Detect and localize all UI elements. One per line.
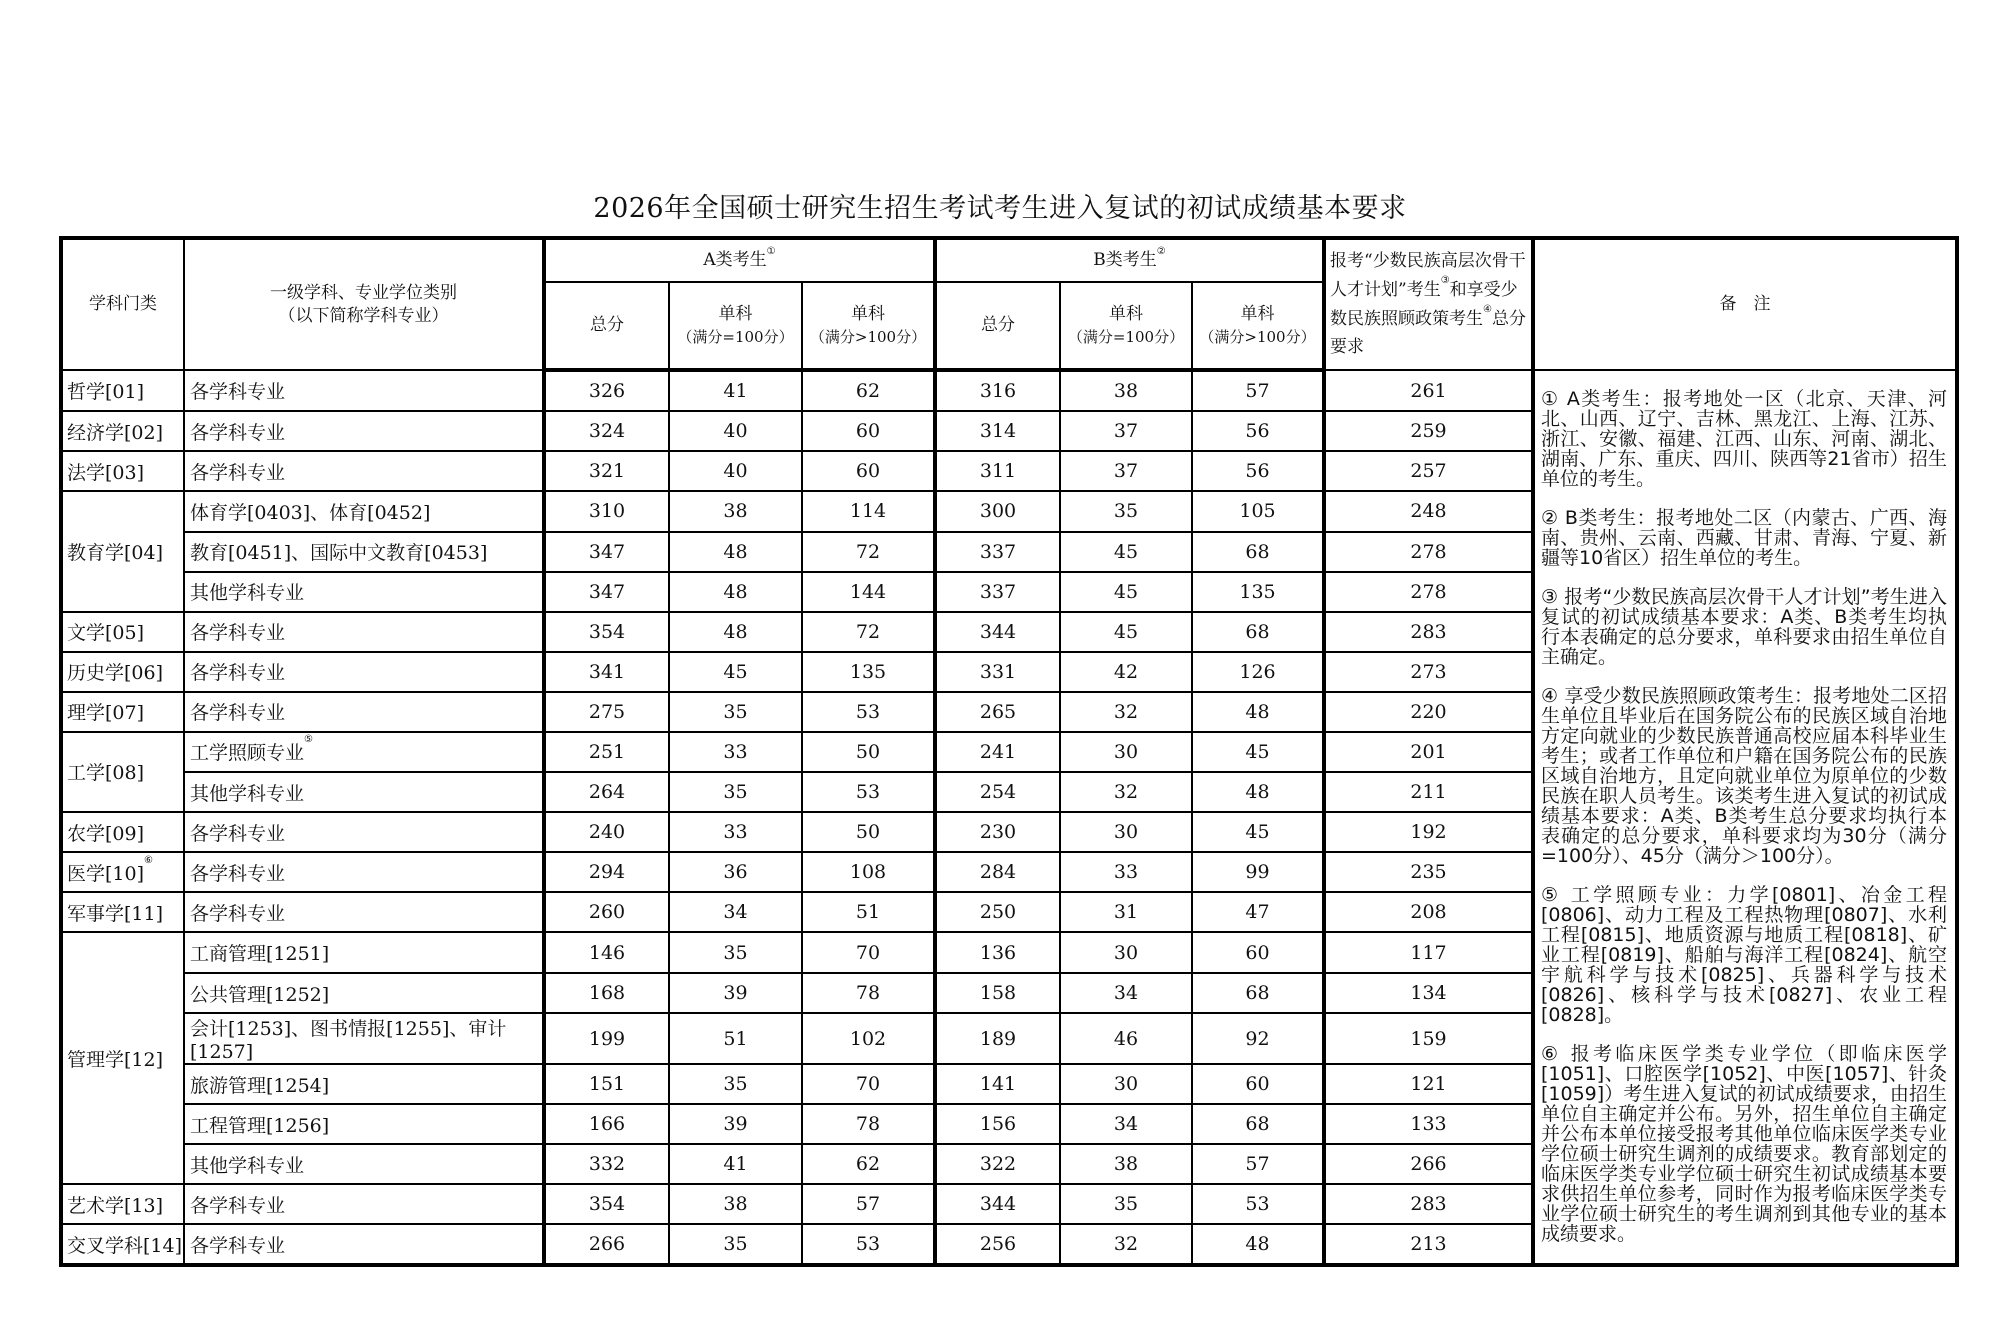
score-special-total: 257 [1324,451,1533,491]
category-cell [61,491,184,612]
category-cell [61,411,184,451]
score-b-total: 344 [935,612,1060,652]
major-name: 各学科专业 [190,1194,286,1217]
score-b-single-gt100: 92 [1192,1013,1324,1064]
score-b-total: 256 [935,1224,1060,1265]
score-b-single-gt100: 53 [1192,1184,1324,1224]
score-b-single-gt100: 105 [1192,491,1324,532]
score-special-total: 213 [1324,1224,1533,1265]
category-name: 经济学[02] [67,421,164,444]
score-a-total: 310 [544,491,669,532]
score-b-single-gt100: 48 [1192,1224,1324,1265]
score-special-total: 220 [1324,692,1533,732]
score-b-single-gt100: 56 [1192,451,1324,491]
score-a-total: 251 [544,732,669,773]
category-cell [61,451,184,491]
score-b-single-le100: 42 [1060,652,1192,692]
major-cell [184,1104,544,1144]
score-b-single-gt100: 48 [1192,772,1324,812]
special-footnote-3: ③ [1440,274,1450,286]
category-footnote: ⑥ [144,854,153,866]
score-b-total: 141 [935,1064,1060,1104]
score-b-single-gt100: 47 [1192,892,1324,932]
score-a-single-gt100: 135 [802,652,935,692]
score-b-single-le100: 37 [1060,411,1192,451]
score-special-total: 117 [1324,932,1533,973]
score-b-single-le100: 45 [1060,572,1192,612]
special-line2: 和享受少数民族照顾政策考生 [1330,279,1518,329]
major-cell [184,892,544,932]
score-a-single-le100: 51 [669,1013,802,1064]
major-cell [184,491,544,532]
score-special-total: 266 [1324,1144,1533,1184]
score-special-total: 208 [1324,892,1533,932]
major-name: 各学科专业 [190,662,286,685]
score-b-single-le100: 32 [1060,692,1192,732]
header-a-total: 总分 [544,282,669,370]
single-label: 单科 [1240,303,1275,324]
score-b-total: 250 [935,892,1060,932]
score-a-single-le100: 35 [669,932,802,973]
header-a-single-le100 [669,282,802,370]
score-a-single-gt100: 51 [802,892,935,932]
score-b-single-gt100: 60 [1192,932,1324,973]
score-special-total: 261 [1324,370,1533,411]
score-a-single-gt100: 72 [802,612,935,652]
major-cell [184,612,544,652]
major-cell [184,1013,544,1064]
major-cell [184,1064,544,1104]
category-name: 历史学[06] [67,662,164,685]
category-cell [61,692,184,732]
score-a-single-le100: 38 [669,1184,802,1224]
score-b-total: 311 [935,451,1060,491]
major-name: 工学照顾专业 [190,742,305,765]
major-cell [184,370,544,411]
score-special-total: 283 [1324,1184,1533,1224]
score-a-single-gt100: 60 [802,451,935,491]
major-cell [184,772,544,812]
major-name: 各学科专业 [190,902,286,925]
score-b-single-gt100: 56 [1192,411,1324,451]
score-b-total: 337 [935,572,1060,612]
score-a-total: 240 [544,812,669,852]
score-a-total: 354 [544,1184,669,1224]
score-a-single-gt100: 50 [802,812,935,852]
score-b-total: 158 [935,973,1060,1013]
score-b-total: 331 [935,652,1060,692]
score-a-total: 354 [544,612,669,652]
category-cell [61,1224,184,1265]
category-cell [61,812,184,852]
header-special [1324,238,1533,370]
footnote-4: ④ 享受少数民族照顾政策考生：报考地处二区招生单位且毕业后在国务院公布的民族区域自治地方定向就业的少数民族普通高校应届本科毕业生考生；或者工作单位和户籍在国务院公布的民族区域自治地方，且定向就业单位为原单位的少数民族在职人员考生。该类考生进入复试的初试成绩基本要求：A类、B类考生总分要求均执行本表确定的总分要求，单科要求均为30分（满分=100分）、45分（满分＞100分）。 [1541,685,1947,867]
score-a-single-le100: 40 [669,411,802,451]
major-name: 其他学科专业 [190,782,305,805]
score-b-total: 337 [935,532,1060,572]
single-label: 单科 [718,303,753,324]
header-notes: 备 注 [1533,238,1957,370]
score-b-single-le100: 32 [1060,772,1192,812]
score-special-total: 192 [1324,812,1533,852]
category-cell [61,852,184,892]
score-b-single-gt100: 68 [1192,612,1324,652]
score-b-single-le100: 32 [1060,1224,1192,1265]
score-a-total: 321 [544,451,669,491]
category-name: 教育学[04] [67,541,164,564]
major-name: 会计[1253]、图书情报[1255]、审计[1257] [190,1018,507,1063]
score-b-total: 322 [935,1144,1060,1184]
score-a-single-gt100: 53 [802,1224,935,1265]
major-cell [184,451,544,491]
header-b-total: 总分 [935,282,1060,370]
score-b-total: 241 [935,732,1060,773]
score-special-total: 283 [1324,612,1533,652]
major-name: 工程管理[1256] [190,1114,330,1137]
major-name: 各学科专业 [190,822,286,845]
score-b-single-le100: 38 [1060,1144,1192,1184]
header-group-a [544,238,935,282]
score-special-total: 278 [1324,532,1533,572]
score-b-single-le100: 37 [1060,451,1192,491]
category-name: 工学[08] [67,762,145,785]
group-a-label: A类考生 [703,250,767,271]
header-b-single-gt100 [1192,282,1324,370]
score-a-total: 166 [544,1104,669,1144]
category-cell [61,370,184,411]
score-a-total: 341 [544,652,669,692]
category-name: 管理学[12] [67,1048,164,1071]
category-cell [61,652,184,692]
category-name: 哲学[01] [67,381,145,403]
single-label: 单科 [1109,303,1143,324]
score-a-single-le100: 39 [669,1104,802,1144]
category-cell [61,732,184,813]
score-b-total: 316 [935,370,1060,411]
page-title: 2026年全国硕士研究生招生考试考生进入复试的初试成绩基本要求 [593,193,1407,224]
major-cell [184,852,544,892]
single-label: 单科 [851,303,885,324]
score-a-single-le100: 40 [669,451,802,491]
major-cell [184,1224,544,1265]
score-a-single-le100: 41 [669,1144,802,1184]
major-cell [184,1184,544,1224]
score-a-total: 326 [544,370,669,411]
score-b-single-le100: 31 [1060,892,1192,932]
score-a-single-le100: 36 [669,852,802,892]
major-name: 各学科专业 [190,461,286,484]
major-cell [184,732,544,773]
score-a-single-gt100: 60 [802,411,935,451]
major-name: 各学科专业 [190,421,286,444]
header-major-line1: 一级学科、专业学位类别 [270,282,457,303]
score-a-single-le100: 41 [669,370,802,411]
single-gt100-label: （满分>100分） [809,327,927,346]
major-name: 各学科专业 [190,622,286,645]
score-a-single-le100: 33 [669,812,802,852]
header-group-b [935,238,1324,282]
special-line3: 总分要求 [1330,308,1526,358]
category-name: 艺术学[13] [67,1194,164,1217]
group-b-label: B类考生 [1093,250,1157,271]
major-cell [184,1144,544,1184]
score-special-total: 235 [1324,852,1533,892]
score-b-total: 300 [935,491,1060,532]
score-special-total: 248 [1324,491,1533,532]
score-a-total: 347 [544,532,669,572]
score-b-single-gt100: 68 [1192,973,1324,1013]
score-a-single-le100: 45 [669,652,802,692]
score-b-single-le100: 30 [1060,812,1192,852]
score-special-total: 121 [1324,1064,1533,1104]
score-special-total: 278 [1324,572,1533,612]
header-category [61,238,184,370]
score-b-single-gt100: 57 [1192,370,1324,411]
major-name: 其他学科专业 [190,582,305,605]
major-cell [184,532,544,572]
score-a-single-gt100: 78 [802,973,935,1013]
score-a-single-le100: 35 [669,1064,802,1104]
score-b-total: 136 [935,932,1060,973]
score-a-total: 332 [544,1144,669,1184]
score-b-single-le100: 33 [1060,852,1192,892]
score-special-total: 273 [1324,652,1533,692]
score-a-single-gt100: 50 [802,732,935,773]
score-b-single-gt100: 45 [1192,812,1324,852]
footnote-5: ⑤ 工学照顾专业：力学[0801]、冶金工程[0806]、动力工程及工程热物理[0807]、水利工程[0815]、地质资源与地质工程[0818]、矿业工程[0819]、船舶与海洋工程[0824]、航空宇航科学与技术[0825]、兵器科学与技术[0826]、核科学与技术[0827]、农业工程[0828]。 [1541,884,1947,1026]
major-name: 教育[0451]、国际中文教育[0453] [190,542,488,565]
single-le100-label: （满分=100分） [1067,327,1185,346]
special-line1: 报考“少数民族高层次骨干人才计划”考生 [1330,250,1526,300]
single-le100-label: （满分=100分） [677,327,794,346]
score-b-total: 314 [935,411,1060,451]
score-a-total: 275 [544,692,669,732]
single-gt100-label: （满分>100分） [1199,327,1316,346]
header-a-single-gt100 [802,282,935,370]
score-b-total: 284 [935,852,1060,892]
score-a-single-le100: 35 [669,1224,802,1265]
score-a-single-gt100: 114 [802,491,935,532]
major-name: 旅游管理[1254] [190,1074,330,1097]
score-b-total: 344 [935,1184,1060,1224]
score-a-total: 151 [544,1064,669,1104]
footnote-3: ③ 报考“少数民族高层次骨干人才计划”考生进入复试的初试成绩基本要求：A类、B类考生均执行本表确定的总分要求，单科要求由招生单位自主确定。 [1541,586,1947,668]
footnote-6: ⑥ 报考临床医学类专业学位（即临床医学[1051]、口腔医学[1052]、中医[1057]、针灸[1059]）考生进入复试的初试成绩要求，由招生单位自主确定并公布。另外，招生单位自主确定并公布本单位接受报考其他单位临床医学类专业学位硕士研究生调剂的成绩要求。教育部划定的临床医学类专业学位硕士研究生初试成绩基本要求供招生单位参考，同时作为报考临床医学类专业学位硕士研究生的考生调剂到其他专业的基本成绩要求。 [1541,1043,1947,1245]
score-a-single-gt100: 53 [802,772,935,812]
major-cell [184,572,544,612]
score-a-single-gt100: 53 [802,692,935,732]
major-cell [184,652,544,692]
major-name: 各学科专业 [190,862,286,885]
score-b-single-gt100: 135 [1192,572,1324,612]
score-a-total: 264 [544,772,669,812]
notes-cell [1533,370,1957,1265]
category-name: 交叉学科[14] [67,1234,183,1257]
major-cell [184,411,544,451]
score-b-single-le100: 34 [1060,1104,1192,1144]
score-a-total: 260 [544,892,669,932]
category-name: 军事学[11] [67,902,164,925]
score-special-total: 159 [1324,1013,1533,1064]
score-a-single-gt100: 70 [802,1064,935,1104]
major-name: 工商管理[1251] [190,943,330,966]
score-a-total: 168 [544,973,669,1013]
footnote-2: ② B类考生：报考地处二区（内蒙古、广西、海南、贵州、云南、西藏、甘肃、青海、宁夏、新疆等10省区）招生单位的考生。 [1541,507,1947,569]
group-b-footnote: ② [1156,246,1166,258]
score-a-single-gt100: 70 [802,932,935,973]
score-b-total: 230 [935,812,1060,852]
score-special-total: 201 [1324,732,1533,773]
score-a-single-le100: 33 [669,732,802,773]
score-b-single-le100: 35 [1060,1184,1192,1224]
major-cell [184,812,544,852]
score-special-total: 211 [1324,772,1533,812]
category-name: 医学[10] [67,862,145,885]
score-a-single-le100: 38 [669,491,802,532]
category-cell [61,612,184,652]
score-a-single-le100: 48 [669,532,802,572]
header-category-label: 学科门类 [89,294,157,315]
category-name: 理学[07] [67,702,145,725]
score-a-single-gt100: 102 [802,1013,935,1064]
score-b-single-gt100: 48 [1192,692,1324,732]
score-special-total: 134 [1324,973,1533,1013]
score-a-single-gt100: 62 [802,1144,935,1184]
score-a-total: 199 [544,1013,669,1064]
score-b-single-le100: 45 [1060,612,1192,652]
score-a-total: 294 [544,852,669,892]
score-b-total: 254 [935,772,1060,812]
score-b-total: 265 [935,692,1060,732]
group-a-footnote: ① [766,246,776,258]
score-b-single-le100: 30 [1060,732,1192,773]
category-name: 农学[09] [67,822,145,845]
footnote-1: ① A类考生：报考地处一区（北京、天津、河北、山西、辽宁、吉林、黑龙江、上海、江苏、浙江、安徽、福建、江西、山东、河南、湖北、湖南、广东、重庆、四川、陕西等21省市）招生单位的考生。 [1541,388,1947,490]
category-cell [61,1184,184,1224]
score-b-single-gt100: 68 [1192,532,1324,572]
score-a-single-le100: 48 [669,572,802,612]
score-b-single-gt100: 68 [1192,1104,1324,1144]
category-name: 文学[05] [67,622,145,645]
score-b-single-gt100: 45 [1192,732,1324,773]
score-b-single-gt100: 57 [1192,1144,1324,1184]
score-a-total: 347 [544,572,669,612]
score-a-single-gt100: 78 [802,1104,935,1144]
score-a-single-gt100: 72 [802,532,935,572]
score-a-single-le100: 48 [669,612,802,652]
score-a-single-gt100: 144 [802,572,935,612]
score-a-total: 266 [544,1224,669,1265]
major-cell [184,973,544,1013]
score-requirements-table [59,236,1959,1267]
category-cell [61,932,184,1184]
score-b-total: 156 [935,1104,1060,1144]
header-major-line2: （以下简称学科专业） [278,305,449,326]
score-b-single-le100: 30 [1060,932,1192,973]
score-a-single-le100: 34 [669,892,802,932]
score-a-single-le100: 35 [669,772,802,812]
table-body [61,370,1957,1265]
score-a-single-gt100: 62 [802,370,935,411]
header-b-single-le100 [1060,282,1192,370]
score-a-total: 146 [544,932,669,973]
score-b-single-gt100: 60 [1192,1064,1324,1104]
major-name: 体育学[0403]、体育[0452] [190,501,431,524]
special-footnote-4: ④ [1483,303,1492,315]
category-cell [61,892,184,932]
score-a-total: 324 [544,411,669,451]
score-special-total: 259 [1324,411,1533,451]
score-b-single-le100: 35 [1060,491,1192,532]
score-b-single-le100: 34 [1060,973,1192,1013]
score-b-single-le100: 46 [1060,1013,1192,1064]
major-footnote: ⑤ [304,734,313,746]
score-b-total: 189 [935,1013,1060,1064]
major-cell [184,932,544,973]
major-name: 公共管理[1252] [190,983,330,1006]
score-a-single-gt100: 108 [802,852,935,892]
category-name: 法学[03] [67,461,145,484]
score-b-single-le100: 30 [1060,1064,1192,1104]
score-a-single-le100: 39 [669,973,802,1013]
score-b-single-gt100: 99 [1192,852,1324,892]
score-a-single-gt100: 57 [802,1184,935,1224]
score-a-single-le100: 35 [669,692,802,732]
score-special-total: 133 [1324,1104,1533,1144]
major-name: 各学科专业 [190,702,286,725]
table-row [61,370,1957,411]
major-cell [184,692,544,732]
major-name: 其他学科专业 [190,1154,305,1177]
major-name: 各学科专业 [190,1234,286,1257]
major-name: 各学科专业 [190,381,286,403]
score-b-single-gt100: 126 [1192,652,1324,692]
score-b-single-le100: 45 [1060,532,1192,572]
header-major [184,238,544,370]
score-b-single-le100: 38 [1060,370,1192,411]
